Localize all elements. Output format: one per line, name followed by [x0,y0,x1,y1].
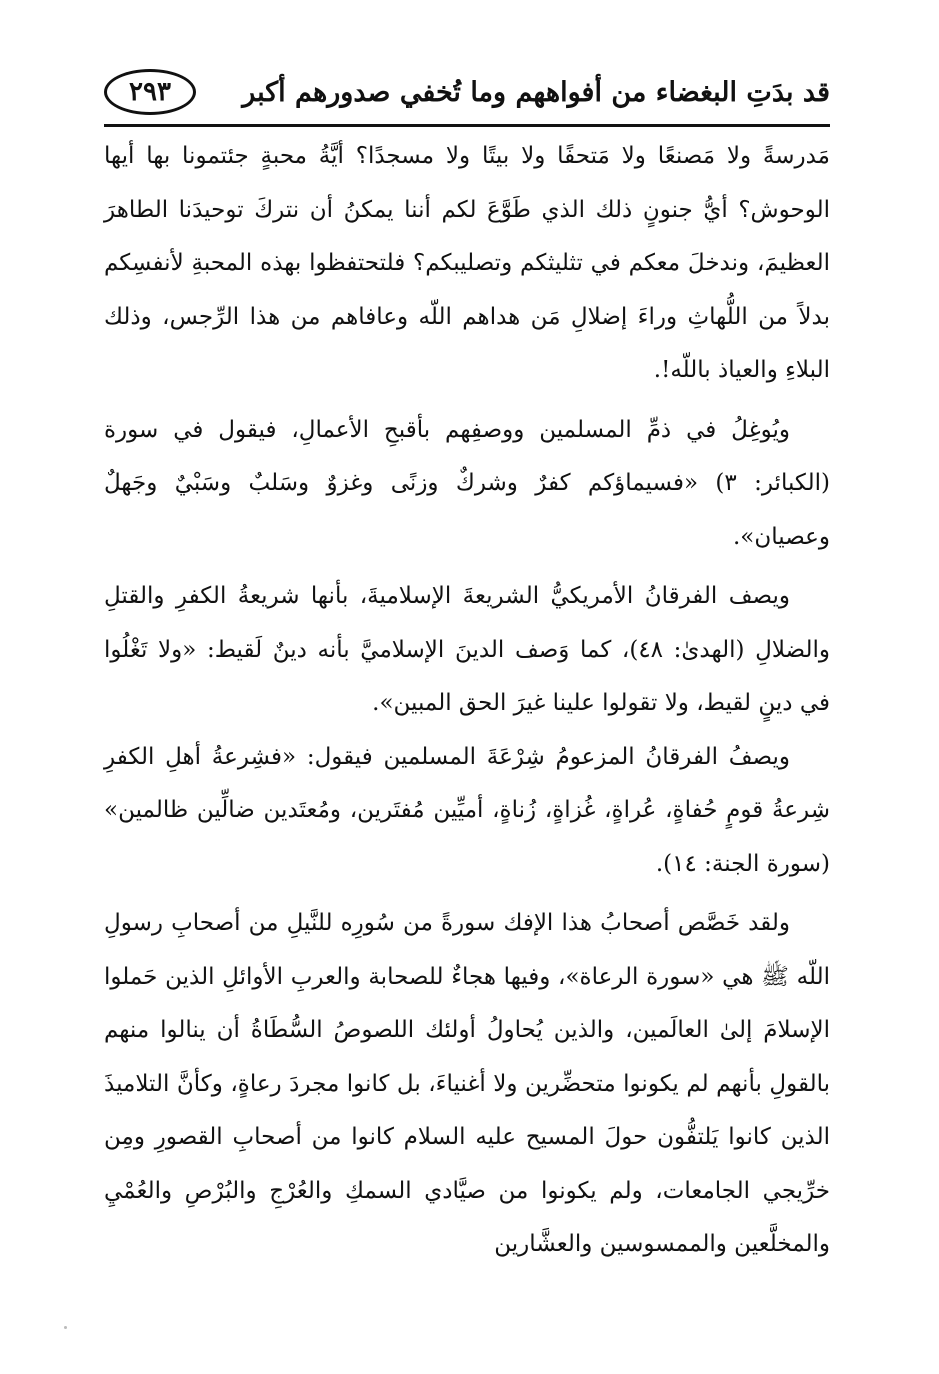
paragraph: ويصفُ الفرقانُ المزعومُ شِرْعَةَ المسلمين فيقول: «فشِرعةُ أهلِ الكفرِ شِرعةُ قومٍ حُفاةٍ، عُراةٍ، غُزاةٍ، زُناةٍ، أميِّين مُفتَرين، ومُعتَدين ضالِّين ظالمين» (سورة الجنة: ١٤). [104,743,830,877]
paragraph: ويصف الفرقانُ الأمريكيُّ الشريعةَ الإسلاميةَ، بأنها شريعةُ الكفرِ والقتلِ والضلالِ (الهدىٰ: ٤٨)، كما وَصف الدينَ الإسلاميَّ بأنه دينٌ لَقيط: «ولا تَغْلُوا في دينٍ لقيط، ولا تقولوا علينا غيرَ الحق المبين». [104,583,830,716]
paragraph: ويُوغِلُ في ذمِّ المسلمين ووصفِهم بأقبحِ الأعمالِ، فيقول في سورة (الكبائر: ٣) «فسيماؤكم كفرٌ وشركٌ وزنًى وغزوٌ وسَلبٌ وسَبْيٌ وجَهلٌ وعصيان». [104,416,830,550]
header-rule [104,124,830,127]
page-header [104,62,830,122]
running-title: قد بدَتِ البغضاء من أفواههم وما تُخفي صدورهم أكبر [242,76,830,108]
paragraph: مَدرسةً ولا مَصنعًا ولا مَتحفًا ولا بيتًا ولا مسجدًا؟ أيَّةُ محبةٍ جئتمونا بها أيها الوحوش؟ أيُّ جنونٍ ذلك الذي طَوَّعَ لكم أننا يمكنُ أن نتركَ توحيدَنا الطاهرَ العظيمَ، وندخلَ معكم في تثليثكم وتصليبكم؟ فلتحتفظوا بهذه المحبةِ لأنفسِكم بدلاً من اللُّهاثِ وراءَ إضلالِ مَن هداهم اللّه وعافاهم من هذا الرِّجس، وذلك البلاءِ والعياذ باللّه!. [104,143,830,383]
paragraph: ولقد خَصَّص أصحابُ هذا الإفك سورةً من سُورِه للنَّيلِ من أصحابِ رسولِ اللّه ﷺ هي «سورة الرعاة»، وفيها هجاءٌ للصحابة والعربِ الأوائلِ الذين حَملوا الإسلامَ إلىٰ العالَمين، والذين يُحاولُ أولئك اللصوصُ السُّطَاةُ أن ينالوا منهم بالقولِ بأنهم لم يكونوا متحضِّرين ولا أغنياءَ، بل كانوا مجردَ رعاةٍ، وكأنَّ التلاميذَ الذين كانوا يَلتفُّون حولَ المسيح عليه السلام كانوا من أصحابِ القصورِ ومِن خرِّيجي الجامعات، ولم يكونوا من صيَّادي السمكِ والعُرْجِ والبُرْصِ والعُمْيِ والمخلَّعين والممسوسين والعشَّارين [104,910,830,1257]
scan-speck [64,1326,67,1329]
page-number: ٢٩٣ [104,69,196,115]
body-text [104,130,830,1272]
